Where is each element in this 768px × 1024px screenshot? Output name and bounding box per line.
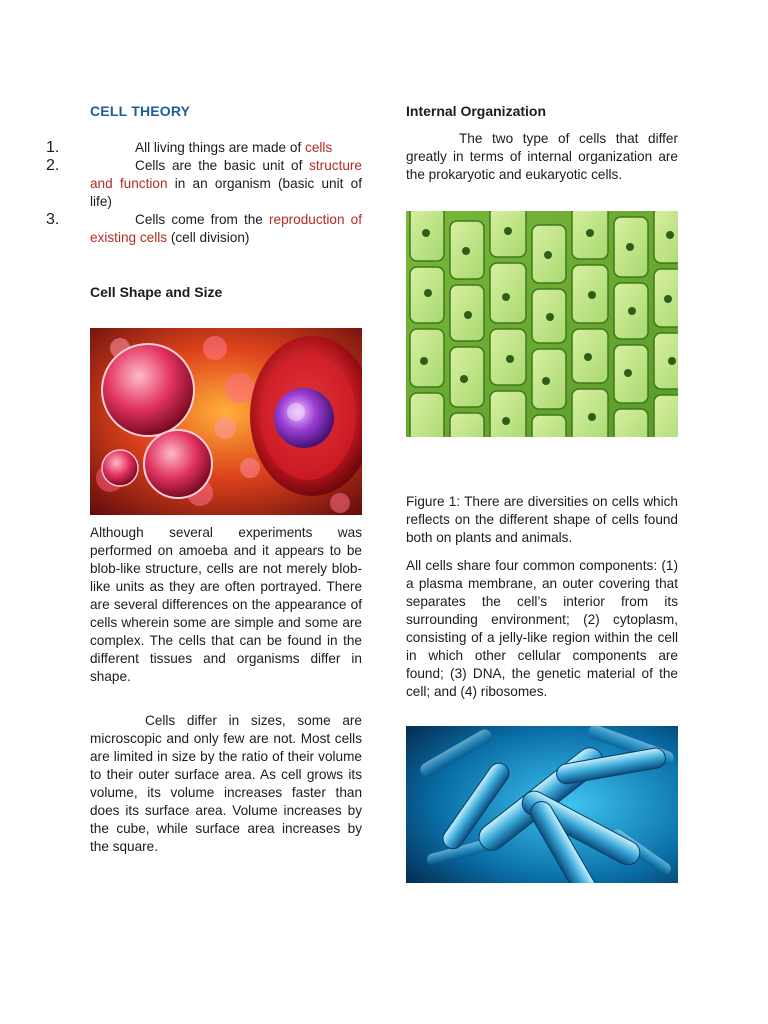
plant-cells-image: [406, 211, 678, 437]
internal-organization-heading: Internal Organization: [406, 103, 547, 119]
list-number: 3.: [46, 211, 60, 228]
highlight-text: structure and function: [90, 158, 362, 191]
cell-shape-heading: Cell Shape and Size: [90, 284, 223, 300]
paragraph-cell-size: Cells differ in sizes, some are microscopic and only few are not. Most cells are limited in size by the ratio of their volume to their outer surface area. As cell grows its volume, its volume increases faster than does its surface area. Volume increases by the cube, while surface area increases by the square.: [90, 713, 362, 854]
paragraph-cell-components: All cells share four common components: (1) a plasma membrane, an outer covering that separates the cell’s interior from its surrounding environment; (2) cytoplasm, consisting of a jelly-like region within the cell in which other cellular components are found; (3) DNA, the genetic material of the cell; and (4) ribosomes.: [406, 558, 678, 699]
list-item: 3. Cells come from the reproduction of existing cells (cell division): [46, 211, 362, 245]
cell-theory-title: CELL THEORY: [90, 103, 191, 119]
highlight-text: cells: [305, 140, 333, 155]
paragraph-internal-organization: The two type of cells that differ greatly in terms of internal organization are the prokaryotic and eukaryotic cells.: [406, 131, 678, 182]
bacteria-image: [406, 726, 678, 883]
highlight-text: reproduction of existing cells: [90, 212, 362, 245]
list-number: 2.: [46, 157, 60, 174]
red-cells-image: [90, 328, 362, 515]
paragraph-cell-shape: Although several experiments was performed on amoeba and it appears to be blob-like structure, cells are not merely blob-like units as they are often portrayed. There are several differences on the appearance of cells wherein some are simple and some are complex. The cells that can be found in the different tissues and organisms differ in shape.: [90, 525, 362, 684]
list-item: 1. All living things are made of cells: [46, 139, 333, 156]
list-number: 1.: [46, 139, 60, 156]
figure-caption: Figure 1: There are diversities on cells which reflects on the different shape of cells found both on plants and animals.: [406, 494, 678, 545]
list-item: 2. Cells are the basic unit of structure and function in an organism (basic unit of life): [46, 157, 362, 209]
